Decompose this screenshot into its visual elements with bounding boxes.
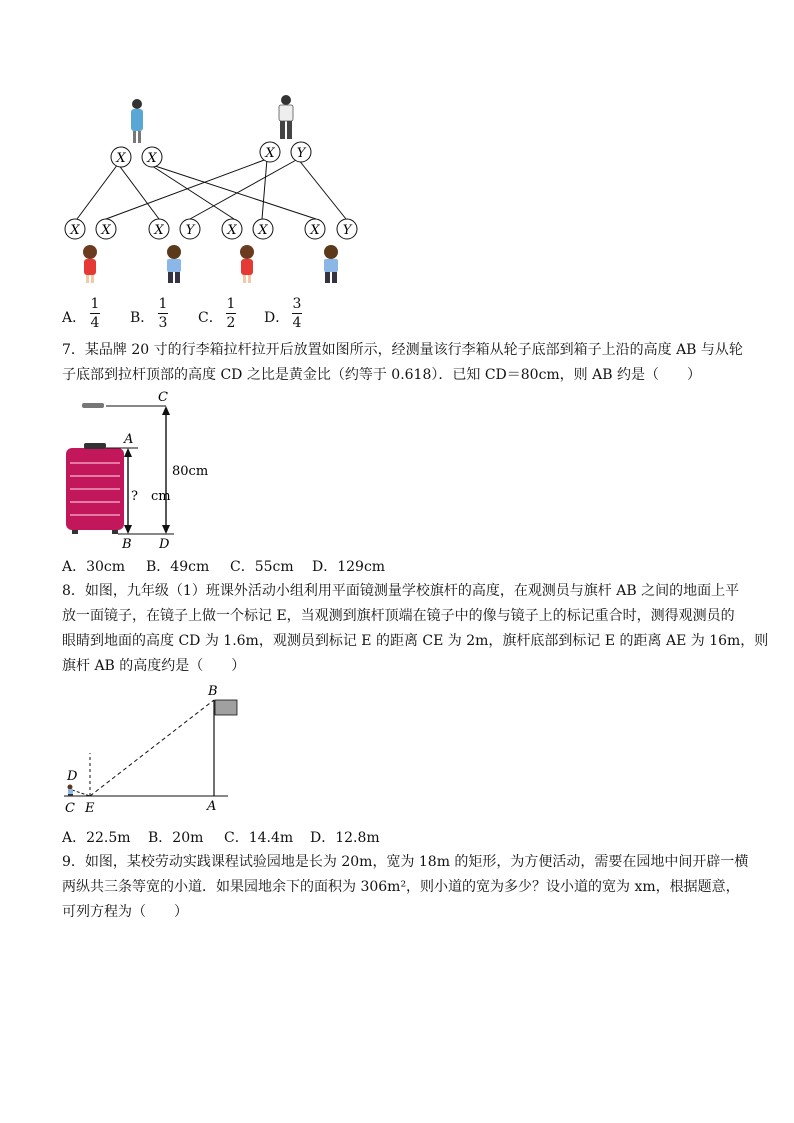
gamete-label: X bbox=[265, 146, 275, 161]
label-b: B bbox=[208, 684, 218, 699]
offspring-label: Y bbox=[185, 223, 195, 238]
offspring-label: X bbox=[101, 223, 111, 238]
q8-option-a[interactable]: A．22.5m bbox=[62, 830, 131, 846]
boy-figure bbox=[167, 245, 181, 283]
label-c: C bbox=[158, 390, 168, 405]
q7-option-d[interactable]: D．129cm bbox=[312, 559, 386, 575]
q7-option-b[interactable]: B．49cm bbox=[146, 559, 210, 575]
q7-option-a[interactable]: A．30cm bbox=[62, 559, 126, 575]
gamete-label: X bbox=[116, 151, 126, 166]
gamete-label: Y bbox=[296, 146, 306, 161]
option-a-fraction: 1 4 bbox=[90, 296, 100, 331]
q7-options bbox=[62, 556, 422, 576]
q9-text-line-2: 两纵共三条等宽的小道．如果园地余下的面积为 306m²，则小道的宽为多少？设小道的宽为 xm，根据题意， bbox=[62, 879, 740, 895]
label-cd-length: 80cm bbox=[172, 464, 209, 479]
q7-option-c[interactable]: C．55cm bbox=[230, 559, 294, 575]
q9-text-line-1: 9．如图，某校劳动实践课程试验园地是长为 20m，宽为 18m 的矩形，为方便活动，需要在园地中间开辟一横 bbox=[62, 854, 749, 870]
q6-options bbox=[62, 296, 322, 336]
suitcase bbox=[66, 443, 124, 534]
mother-figure bbox=[131, 99, 143, 143]
option-d-fraction: 3 4 bbox=[292, 296, 302, 331]
q8-text-line-1: 8．如图，九年级（1）班课外活动小组利用平面镜测量学校旗杆的高度，在观测员与旗杆 AB 之间的地面上平 bbox=[62, 583, 740, 599]
girl-figure bbox=[83, 245, 97, 283]
q8-flagpole-diagram bbox=[60, 683, 260, 818]
q7-text-line-2: 子底部到拉杆顶部的高度 CD 之比是黄金比（约等于 0.618）．已知 CD＝80cm，则 AB 约是（ ） bbox=[62, 367, 701, 383]
q8-text-line-3: 眼睛到地面的高度 CD 为 1.6m，观测员到标记 E 的距离 CE 为 2m，旗杆底部到标记 E 的距离 AE 为 16m，则 bbox=[62, 633, 769, 649]
q8-text-line-2: 放一面镜子，在镜子上做一个标记 E，当观测到旗杆顶端在镜子中的像与镜子上的标记重合时，测得观测员的 bbox=[62, 608, 735, 624]
option-b-fraction: 1 3 bbox=[158, 296, 168, 331]
q8-option-d[interactable]: D．12.8m bbox=[310, 830, 380, 846]
offspring-label: Y bbox=[342, 223, 352, 238]
option-d-label[interactable]: D． bbox=[264, 310, 290, 326]
observer-figure bbox=[68, 785, 74, 797]
offspring-label: X bbox=[227, 223, 237, 238]
girl-figure bbox=[240, 245, 254, 283]
father-figure bbox=[279, 95, 293, 139]
label-ab-length: ? cm bbox=[131, 489, 171, 504]
label-d: D bbox=[67, 769, 78, 784]
offspring-label: X bbox=[70, 223, 80, 238]
option-b-label[interactable]: B． bbox=[130, 310, 155, 326]
eye-ray bbox=[72, 790, 90, 796]
flag bbox=[215, 700, 237, 715]
label-c: C bbox=[65, 801, 75, 816]
reflection-ray bbox=[90, 700, 214, 796]
option-c-fraction: 1 2 bbox=[226, 296, 236, 331]
q8-option-c[interactable]: C．14.4m bbox=[224, 830, 294, 846]
parent-gametes bbox=[111, 142, 311, 167]
option-c-label[interactable]: C． bbox=[198, 310, 223, 326]
label-a: A bbox=[124, 432, 134, 447]
label-a: A bbox=[207, 799, 217, 814]
q8-options bbox=[62, 827, 422, 847]
q8-option-b[interactable]: B．20m bbox=[148, 830, 204, 846]
q6-cross-diagram bbox=[58, 92, 368, 292]
label-b: B bbox=[122, 537, 132, 552]
label-d: D bbox=[159, 537, 170, 552]
offspring-label: X bbox=[310, 223, 320, 238]
q9-text-line-3: 可列方程为（ ） bbox=[62, 904, 188, 920]
boy-figure bbox=[324, 245, 338, 283]
offspring-label: X bbox=[154, 223, 164, 238]
label-e: E bbox=[85, 801, 95, 816]
offspring-label: X bbox=[258, 223, 268, 238]
q8-text-line-4: 旗杆 AB 的高度约是（ ） bbox=[62, 658, 246, 674]
cross-lines bbox=[77, 159, 346, 219]
q7-text-line-1: 7．某品牌 20 寸的行李箱拉杆拉开后放置如图所示，经测量该行李箱从轮子底部到箱子上沿的高度 AB 与从轮 bbox=[62, 342, 743, 358]
pull-handle bbox=[82, 403, 104, 408]
gamete-label: X bbox=[147, 151, 157, 166]
q7-suitcase-diagram bbox=[62, 388, 222, 552]
option-a-label[interactable]: A． bbox=[62, 310, 87, 326]
